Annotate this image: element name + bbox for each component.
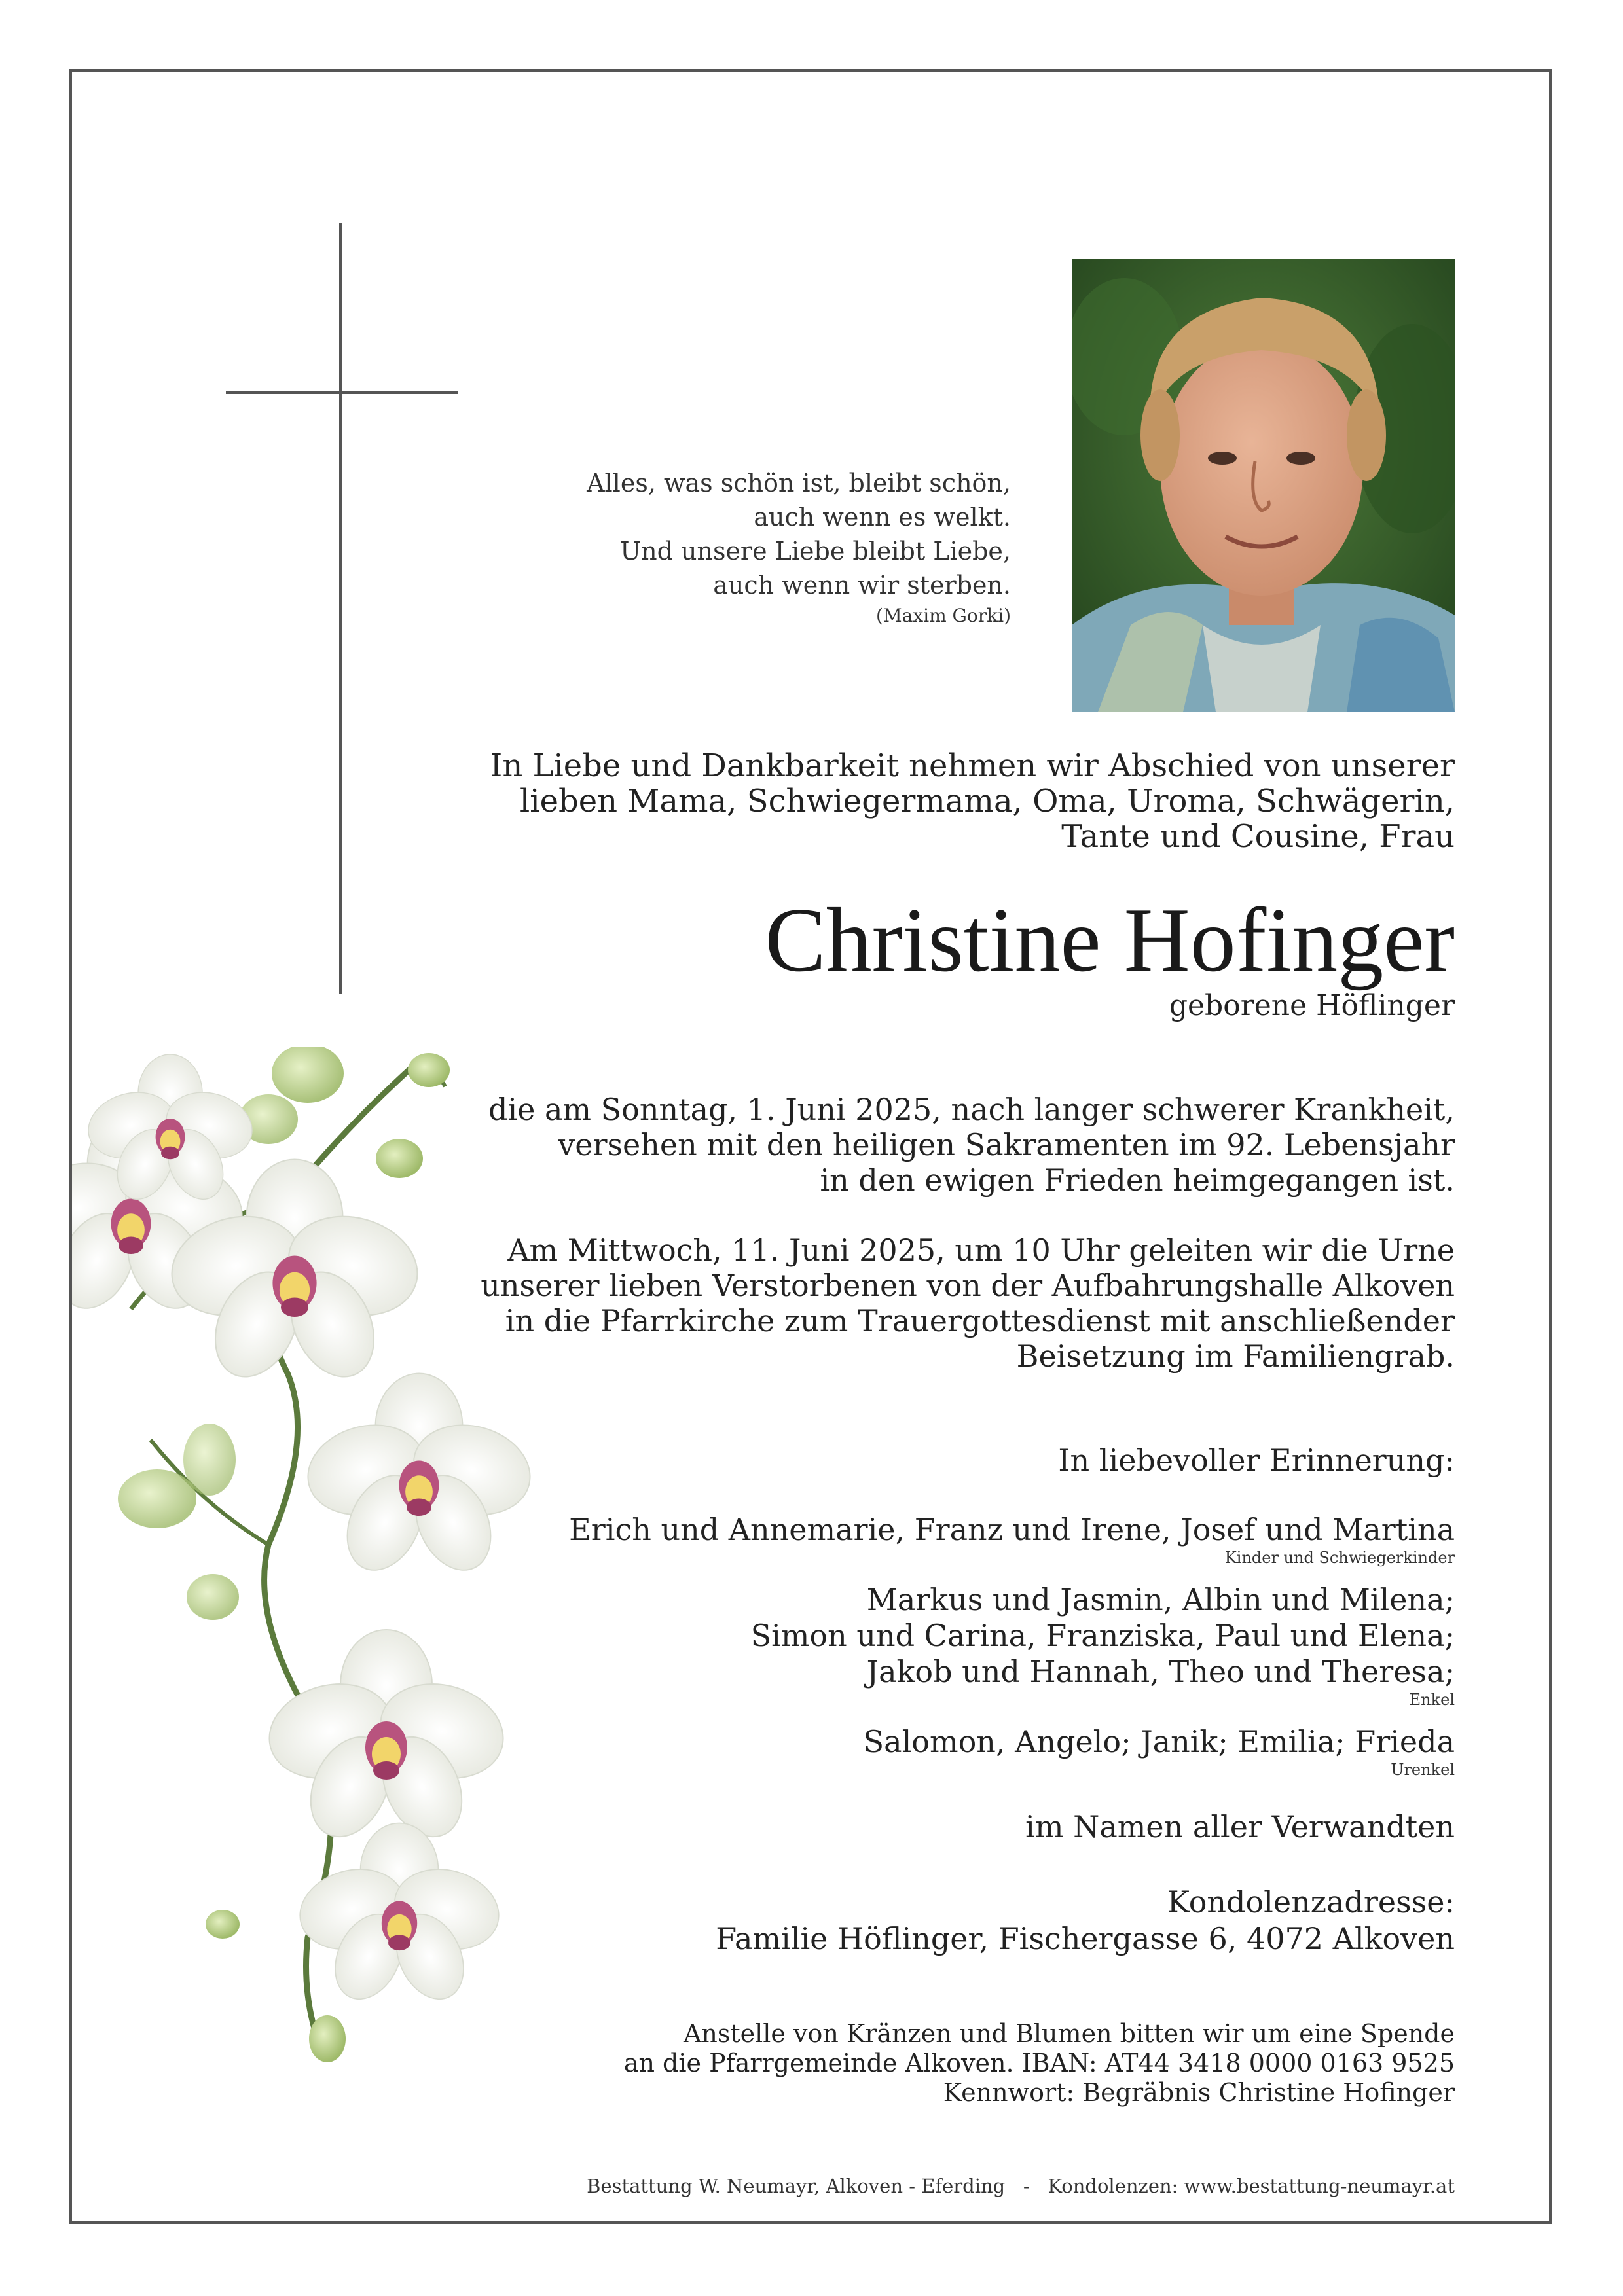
condolences-link[interactable]: Kondolenzen: www.bestattung-neumayr.at (1048, 2175, 1455, 2197)
mourners-line: Markus und Jasmin, Albin und Milena; (866, 1582, 1455, 1617)
orchid-illustration (72, 1047, 570, 2088)
funeral-notice-line: Beisetzung im Familiengrab. (1016, 1338, 1455, 1374)
cross-icon-vertical (339, 223, 342, 994)
condolence-label: Kondolenzadresse: (1167, 1884, 1455, 1920)
quote-author: (Maxim Gorki) (876, 605, 1011, 626)
funeral-home: Bestattung W. Neumayr, Alkoven - Eferding (587, 2175, 1006, 2197)
mourners-role: Kinder und Schwiegerkinder (1224, 1549, 1455, 1567)
donation-line: Anstelle von Kränzen und Blumen bitten wir um eine Spende (683, 2019, 1455, 2048)
quote-line: auch wenn wir sterben. (713, 571, 1011, 600)
quote-line: Alles, was schön ist, bleibt schön, (587, 469, 1011, 497)
funeral-notice-line: Am Mittwoch, 11. Juni 2025, um 10 Uhr geleiten wir die Urne (507, 1232, 1455, 1268)
death-notice (488, 1092, 1455, 1198)
memorial-quote (487, 466, 1011, 630)
deceased-name: Christine Hofinger (765, 889, 1455, 991)
mourners-line: Simon und Carina, Franziska, Paul und Elena; (750, 1618, 1455, 1653)
funeral-notice-line: unserer lieben Verstorbenen von der Aufbahrungshalle Alkoven (481, 1268, 1455, 1303)
donation-request (624, 2019, 1455, 2108)
condolence-address (716, 1884, 1455, 1957)
farewell-intro (490, 748, 1455, 854)
mourners-line: Jakob und Hannah, Theo und Theresa; (866, 1654, 1455, 1689)
intro-line: lieben Mama, Schwiegermama, Oma, Uroma, Schwägerin, (519, 783, 1455, 819)
orchid-decoration (72, 1047, 570, 2088)
children-group (569, 1512, 1455, 1568)
donation-line: Kennwort: Begräbnis Christine Hofinger (943, 2078, 1455, 2107)
death-notice-line: in den ewigen Frieden heimgegangen ist. (820, 1162, 1455, 1198)
mourners-line: Salomon, Angelo; Janik; Emilia; Frieda (863, 1724, 1455, 1759)
memory-heading: In liebevoller Erinnerung: (1058, 1443, 1455, 1478)
intro-line: In Liebe und Dankbarkeit nehmen wir Abschied von unserer (490, 747, 1455, 784)
funeral-notice-line: in die Pfarrkirche zum Trauergottesdienst mit anschließender (505, 1303, 1455, 1338)
quote-line: auch wenn es welkt. (754, 503, 1011, 531)
mourners-role: Urenkel (1391, 1761, 1455, 1779)
mourners-role: Enkel (1409, 1691, 1455, 1709)
intro-line: Tante und Cousine, Frau (1061, 818, 1455, 855)
donation-line: an die Pfarrgemeinde Alkoven. IBAN: AT44 3418 0000 0163 9525 (623, 2049, 1455, 2077)
funeral-notice (481, 1232, 1455, 1374)
cross-icon-horizontal (226, 391, 458, 394)
portrait-photo (1072, 259, 1455, 712)
death-notice-line: die am Sonntag, 1. Juni 2025, nach langer schwerer Krankheit, (488, 1092, 1455, 1127)
death-notice-line: versehen mit den heiligen Sakramenten im 92. Lebensjahr (558, 1127, 1455, 1162)
footer-separator: - (1023, 2175, 1030, 2197)
portrait-illustration (1072, 259, 1455, 712)
on-behalf-line: im Namen aller Verwandten (1025, 1809, 1455, 1844)
footer-credits (587, 2174, 1455, 2198)
condolence-address-line: Familie Höflinger, Fischergasse 6, 4072 Alkoven (716, 1921, 1455, 1956)
grandchildren-group (569, 1582, 1455, 1710)
mourners-line: Erich und Annemarie, Franz und Irene, Josef und Martina (569, 1512, 1455, 1547)
great-grandchildren-group (569, 1724, 1455, 1780)
mourners-list (569, 1512, 1455, 1794)
quote-line: Und unsere Liebe bleibt Liebe, (620, 537, 1011, 565)
birth-name: geborene Höflinger (1169, 989, 1455, 1022)
